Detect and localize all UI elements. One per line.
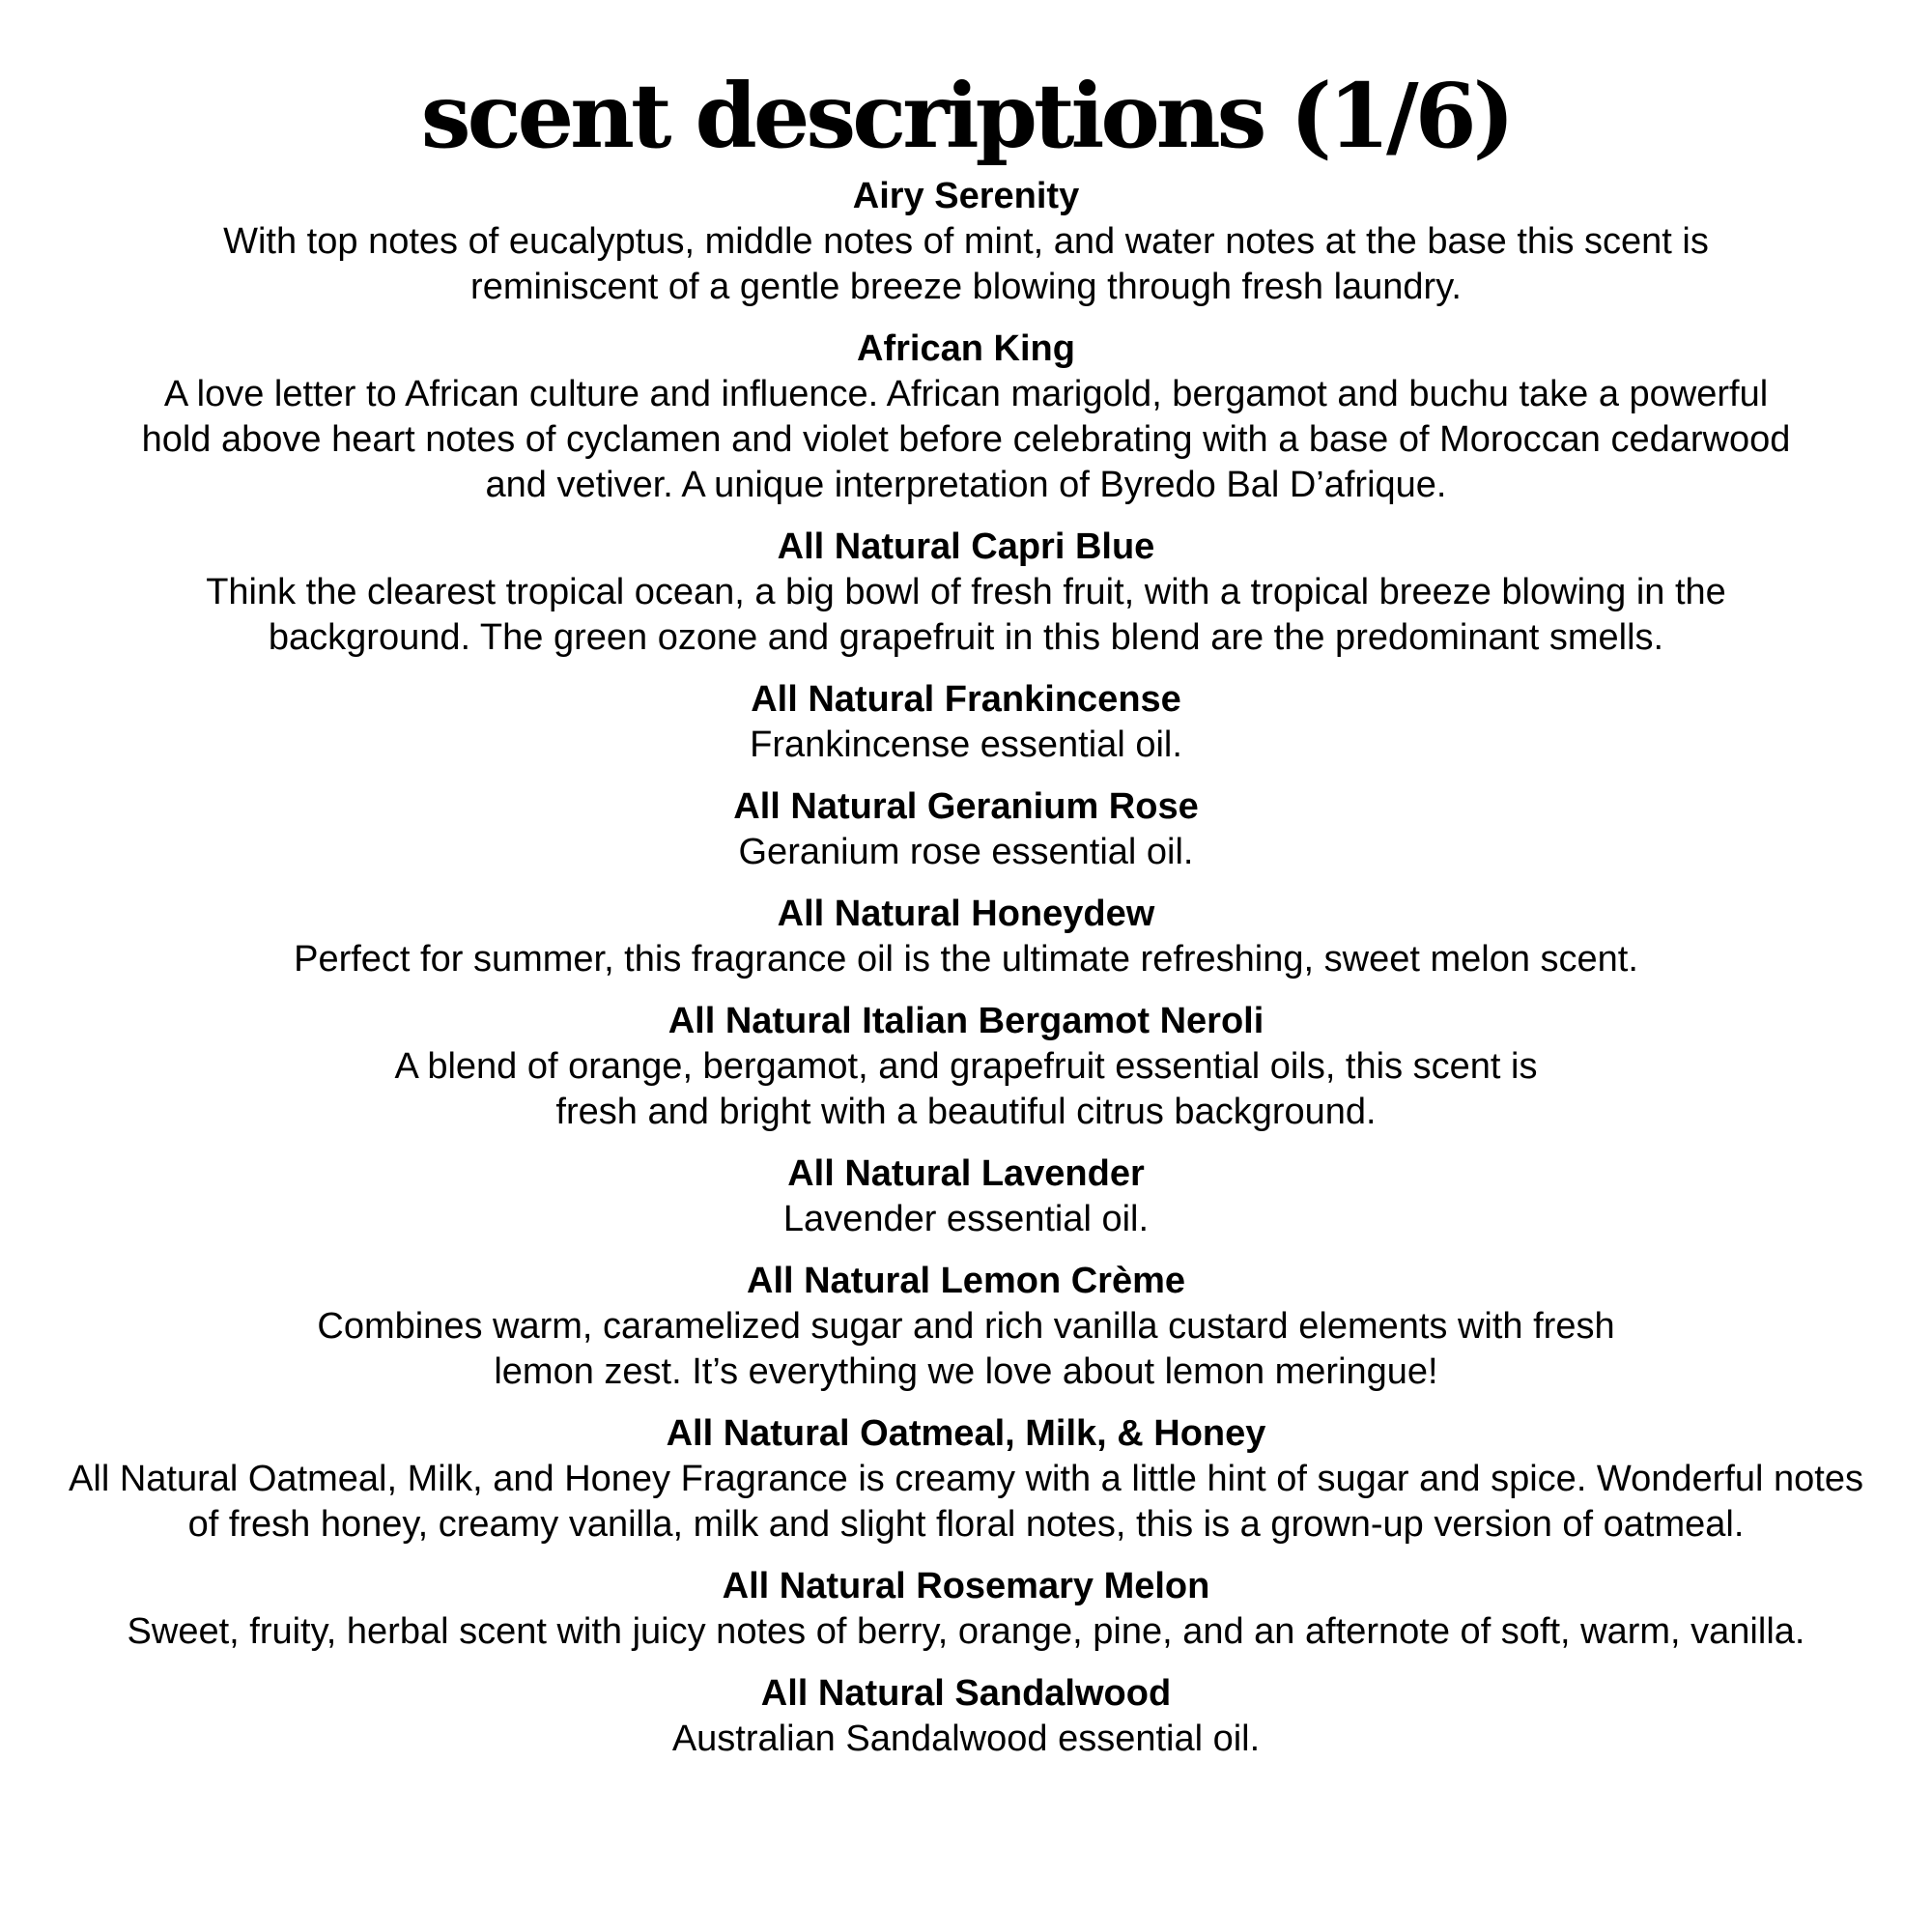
scent-name: All Natural Oatmeal, Milk, & Honey [666,1413,1266,1454]
scent-entry [0,1411,1932,1548]
scent-description [0,937,1932,982]
scent-list [0,174,1932,1762]
scent-description-line: Perfect for summer, this fragrance oil is the ultimate refreshing, sweet melon scent. [294,939,1638,980]
scent-description-line: of fresh honey, creamy vanilla, milk and slight floral notes, this is a grown-up version of oatmeal. [187,1504,1745,1545]
scent-name: All Natural Honeydew [777,894,1155,934]
scent-entry [0,1671,1932,1762]
scent-description [0,372,1932,508]
scent-entry [0,892,1932,982]
scent-description [0,1717,1932,1762]
scent-entry [0,525,1932,661]
scent-description [0,1304,1932,1395]
scent-name: All Natural Capri Blue [777,526,1155,567]
scent-entry [0,1151,1932,1242]
scent-description [0,1044,1932,1135]
scent-entry [0,677,1932,768]
scent-name: All Natural Sandalwood [760,1673,1172,1714]
scent-description-line: hold above heart notes of cyclamen and violet before celebrating with a base of Moroccan cedarwood [141,419,1791,460]
scent-name: Airy Serenity [852,176,1080,216]
scent-description [0,1197,1932,1242]
scent-description-line: Frankincense essential oil. [750,724,1182,765]
scent-description-line: Geranium rose essential oil. [738,832,1194,872]
scent-description-line: A love letter to African culture and influence. African marigold, bergamot and buchu take a powerful [163,374,1769,414]
scent-description-line: lemon zest. It’s everything we love about lemon meringue! [494,1351,1438,1392]
scent-description-line: and vetiver. A unique interpretation of Byredo Bal D’afrique. [485,465,1447,505]
scent-name: All Natural Rosemary Melon [722,1566,1210,1606]
scent-description [0,219,1932,310]
scent-name: All Natural Frankincense [751,679,1181,720]
scent-name: All Natural Italian Bergamot Neroli [668,1001,1264,1041]
scent-description-line: With top notes of eucalyptus, middle notes of mint, and water notes at the base this scent is [223,221,1709,262]
scent-entry [0,1259,1932,1395]
scent-entry [0,174,1932,310]
scent-name: African King [857,328,1075,369]
scent-name: All Natural Lavender [787,1153,1145,1194]
scent-entry [0,784,1932,875]
scent-entry [0,327,1932,508]
scent-name: All Natural Lemon Crème [747,1261,1185,1301]
scent-description-line: fresh and bright with a beautiful citrus background. [555,1092,1377,1132]
scent-description-line: All Natural Oatmeal, Milk, and Honey Fragrance is creamy with a little hint of sugar and spice. Wonderful notes [69,1459,1863,1499]
scent-description-line: Australian Sandalwood essential oil. [671,1719,1261,1759]
scent-description-line: Think the clearest tropical ocean, a big bowl of fresh fruit, with a tropical breeze blowing in the [206,572,1726,612]
scent-description-line: A blend of orange, bergamot, and grapefruit essential oils, this scent is [394,1046,1538,1087]
scent-entry [0,1564,1932,1655]
scent-description-line: Lavender essential oil. [782,1199,1150,1239]
scent-description [0,1457,1932,1548]
scent-description [0,830,1932,875]
scent-description-line: background. The green ozone and grapefruit in this blend are the predominant smells. [268,617,1664,658]
scent-description-line: reminiscent of a gentle breeze blowing through fresh laundry. [470,267,1462,307]
scent-description [0,1609,1932,1655]
scent-description [0,570,1932,661]
scent-description-line: Sweet, fruity, herbal scent with juicy notes of berry, orange, pine, and an afternote of soft, warm, vanilla. [127,1611,1805,1652]
page-title: scent descriptions (1/6) [420,64,1512,168]
scent-description-line: Combines warm, caramelized sugar and rich vanilla custard elements with fresh [317,1306,1615,1347]
scent-name: All Natural Geranium Rose [733,786,1199,827]
scent-description [0,723,1932,768]
scent-entry [0,999,1932,1135]
